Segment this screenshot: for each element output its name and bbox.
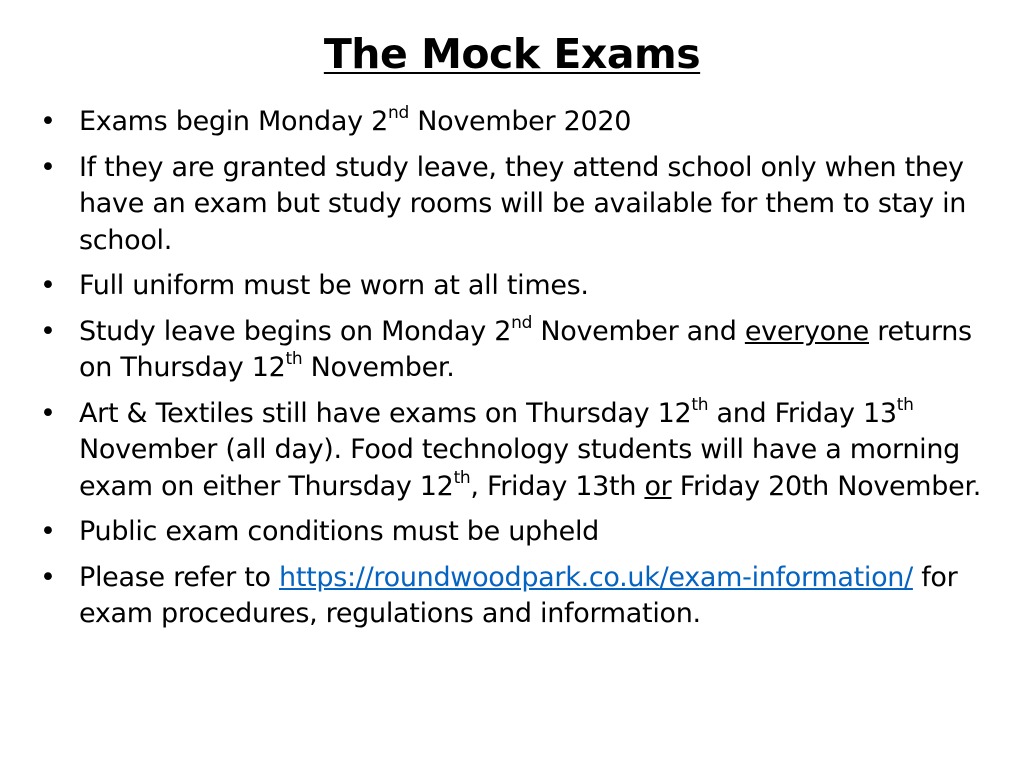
bullet-list — [36, 104, 1001, 642]
slide-title-text: The Mock Exams — [323, 30, 701, 78]
bullet-study-leave-dates — [36, 314, 1001, 387]
emphasis-underline: or — [644, 470, 672, 502]
superscript: th — [896, 394, 914, 415]
exam-information-link[interactable]: https://roundwoodpark.co.uk/exam-information/ — [279, 561, 913, 593]
text: November and — [532, 315, 745, 347]
text: and Friday 13 — [708, 397, 897, 429]
bullet-icon: • — [40, 270, 56, 301]
bullet-refer-link — [36, 560, 1001, 633]
text: November. — [302, 352, 455, 383]
superscript: nd — [387, 103, 409, 123]
bullet-icon: • — [40, 315, 56, 347]
bullet-art-textiles-food — [36, 396, 1001, 506]
bullet-icon: • — [40, 397, 56, 429]
text: Please refer to — [79, 561, 280, 593]
bullet-uniform — [36, 268, 1001, 305]
text: Full uniform must be worn at all times. — [79, 270, 589, 301]
bullet-exam-conditions — [36, 514, 1001, 551]
superscript: th — [285, 349, 303, 369]
bullet-icon: • — [40, 561, 56, 593]
bullet-icon: • — [40, 151, 56, 183]
text: returns on Thursday 12 — [79, 315, 972, 383]
text: November (all day). Food technology students will have a morning exam on either Thursday 12 — [79, 434, 961, 502]
text: November 2020 — [408, 106, 632, 137]
text: Public exam conditions must be upheld — [79, 516, 600, 547]
text: Exams begin Monday 2 — [79, 106, 388, 137]
bullet-study-leave-attendance — [36, 150, 1001, 260]
bullet-icon: • — [40, 106, 56, 137]
text: If they are granted study leave, they attend school only when they have an exam but study rooms will be available for them to stay in school. — [79, 151, 967, 256]
emphasis-underline: everyone — [744, 315, 869, 347]
bullet-icon: • — [40, 516, 56, 547]
bullet-exam-start — [36, 104, 1001, 141]
text: , Friday 13th — [470, 470, 645, 502]
text: for exam procedures, regulations and information. — [79, 561, 958, 629]
text: Friday 20th November. — [671, 470, 982, 502]
superscript: th — [691, 394, 709, 415]
text: Study leave begins on Monday 2 — [79, 315, 512, 347]
superscript: nd — [511, 312, 533, 333]
superscript: th — [453, 467, 471, 488]
text: Art & Textiles still have exams on Thursday 12 — [79, 397, 692, 429]
slide-title — [0, 24, 1024, 84]
